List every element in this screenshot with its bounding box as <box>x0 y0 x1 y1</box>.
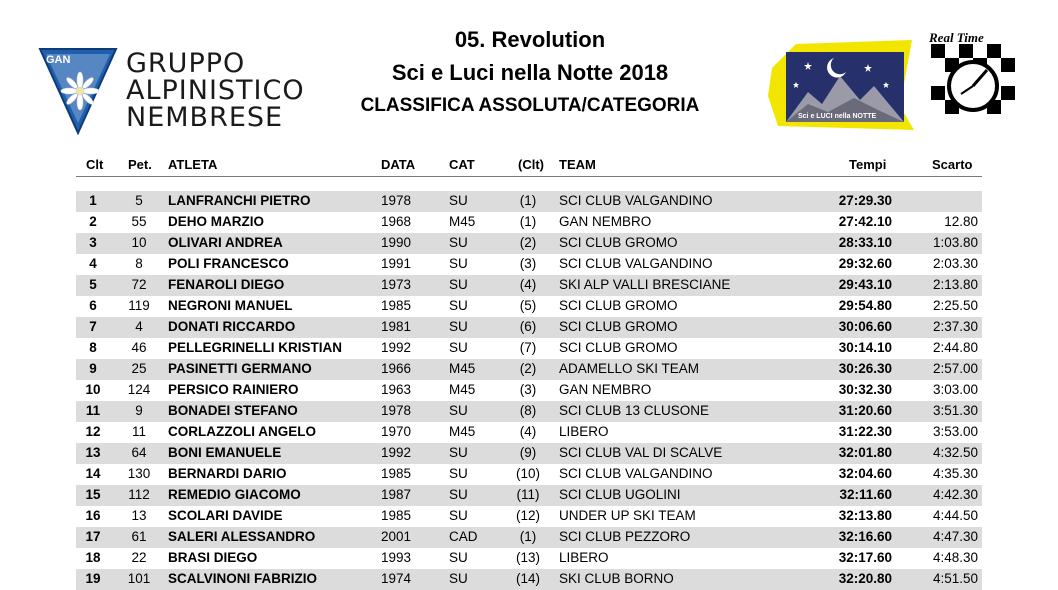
bib-cell: 8 <box>135 256 143 271</box>
athlete-cell: BRASI DIEGO <box>168 550 258 565</box>
athlete-cell: DONATI RICCARDO <box>168 319 296 334</box>
ranking-title: CLASSIFICA ASSOLUTA/CATEGORIA <box>360 95 700 116</box>
bib-cell: 13 <box>131 508 147 523</box>
category-rank-cell: (11) <box>516 487 540 502</box>
category-rank-cell: (1) <box>519 214 537 229</box>
gap-cell: 2:44.80 <box>932 340 978 355</box>
team-cell: SCI CLUB GROMO <box>559 319 678 334</box>
bib-cell: 55 <box>131 214 147 229</box>
club-name <box>126 50 305 131</box>
athlete-cell: DEHO MARZIO <box>168 214 264 229</box>
bib-cell: 61 <box>131 529 147 544</box>
gap-cell: 2:37.30 <box>932 319 978 334</box>
col-tempi: Tempi <box>849 157 887 172</box>
athlete-cell: SCALVINONI FABRIZIO <box>168 571 318 586</box>
time-cell: 32:17.60 <box>838 550 892 565</box>
birth-year-cell: 1985 <box>381 508 412 523</box>
birth-year-cell: 1978 <box>381 193 412 208</box>
rank-cell: 19 <box>85 571 101 586</box>
time-cell: 31:22.30 <box>838 424 892 439</box>
birth-year-cell: 1963 <box>381 382 412 397</box>
birth-year-cell: 1978 <box>381 403 412 418</box>
category-cell: CAD <box>449 529 478 544</box>
category-rank-cell: (4) <box>519 424 537 439</box>
category-rank-cell: (7) <box>519 340 537 355</box>
rank-cell: 5 <box>89 277 97 292</box>
category-cell: SU <box>449 571 468 586</box>
category-cell: SU <box>449 340 468 355</box>
table-row <box>76 191 982 212</box>
bib-cell: 124 <box>127 382 151 397</box>
athlete-cell: SALERI ALESSANDRO <box>168 529 316 544</box>
team-cell: GAN NEMBRO <box>559 214 652 229</box>
category-cell: SU <box>449 466 468 481</box>
bib-cell: 25 <box>131 361 147 376</box>
gap-cell: 4:35.30 <box>932 466 978 481</box>
athlete-cell: BONI EMANUELE <box>168 445 282 460</box>
team-cell: LIBERO <box>559 550 609 565</box>
gap-cell: 4:48.30 <box>932 550 978 565</box>
rank-cell: 6 <box>89 298 97 313</box>
gap-cell: 2:13.80 <box>932 277 978 292</box>
time-cell: 29:54.80 <box>838 298 892 313</box>
time-cell: 27:29.30 <box>838 193 892 208</box>
table-row <box>76 275 982 296</box>
gan-logo-label: GAN <box>46 54 71 66</box>
time-cell: 32:13.80 <box>838 508 892 523</box>
team-cell: SCI CLUB VALGANDINO <box>559 193 713 208</box>
rank-cell: 10 <box>85 382 101 397</box>
time-cell: 28:33.10 <box>838 235 892 250</box>
time-cell: 30:32.30 <box>838 382 892 397</box>
athlete-cell: SCOLARI DAVIDE <box>168 508 283 523</box>
rank-cell: 17 <box>85 529 101 544</box>
team-cell: SCI CLUB 13 CLUSONE <box>559 403 710 418</box>
team-cell: SCI CLUB PEZZORO <box>559 529 691 544</box>
real-time-logo-icon <box>925 30 1025 132</box>
rank-cell: 14 <box>85 466 101 481</box>
rank-cell: 4 <box>89 256 97 271</box>
birth-year-cell: 1990 <box>381 235 412 250</box>
team-cell: SCI CLUB VALGANDINO <box>559 466 713 481</box>
gap-cell: 3:53.00 <box>932 424 978 439</box>
gap-cell: 4:51.50 <box>932 571 978 586</box>
category-rank-cell: (9) <box>519 445 537 460</box>
time-cell: 32:04.60 <box>838 466 892 481</box>
table-row <box>76 212 982 233</box>
club-name-line-2: ALPINISTICO <box>126 75 305 106</box>
category-rank-cell: (6) <box>519 319 537 334</box>
athlete-cell: POLI FRANCESCO <box>168 256 289 271</box>
team-cell: SCI CLUB UGOLINI <box>559 487 681 502</box>
gap-cell: 2:25.50 <box>932 298 978 313</box>
category-rank-cell: (8) <box>519 403 537 418</box>
athlete-cell: PASINETTI GERMANO <box>168 361 312 376</box>
category-rank-cell: (1) <box>519 529 537 544</box>
real-time-logo-label: Real Time <box>929 30 984 45</box>
col-team: TEAM <box>559 157 596 172</box>
athlete-cell: PELLEGRINELLI KRISTIAN <box>168 340 343 355</box>
time-cell: 32:16.60 <box>838 529 892 544</box>
rank-cell: 12 <box>85 424 101 439</box>
table-row <box>76 401 982 422</box>
team-cell: SKI ALP VALLI BRESCIANE <box>559 277 731 292</box>
birth-year-cell: 1985 <box>381 466 412 481</box>
event-subtitle: Sci e Luci nella Notte 2018 <box>391 60 669 85</box>
bib-cell: 119 <box>128 298 150 313</box>
birth-year-cell: 1968 <box>381 214 412 229</box>
rank-cell: 2 <box>89 214 97 229</box>
category-rank-cell: (2) <box>519 361 537 376</box>
club-name-line-1: GRUPPO <box>126 48 246 79</box>
time-cell: 32:01.80 <box>838 445 892 460</box>
athlete-cell: PERSICO RAINIERO <box>168 382 299 397</box>
category-cell: SU <box>449 445 468 460</box>
results-table <box>76 191 982 590</box>
bib-cell: 64 <box>131 445 147 460</box>
time-cell: 32:20.80 <box>838 571 892 586</box>
rank-cell: 8 <box>89 340 97 355</box>
rank-cell: 11 <box>85 403 101 418</box>
gap-cell: 1:03.80 <box>932 235 978 250</box>
bib-cell: 101 <box>127 571 151 586</box>
category-rank-cell: (3) <box>519 256 537 271</box>
time-cell: 32:11.60 <box>839 487 892 502</box>
birth-year-cell: 1991 <box>381 256 412 271</box>
athlete-cell: NEGRONI MANUEL <box>168 298 293 313</box>
bib-cell: 22 <box>131 550 147 565</box>
bib-cell: 112 <box>128 487 150 502</box>
rank-cell: 13 <box>85 445 101 460</box>
table-row <box>76 317 982 338</box>
table-row <box>76 296 982 317</box>
athlete-cell: FENAROLI DIEGO <box>168 277 285 292</box>
table-row <box>76 359 982 380</box>
category-rank-cell: (5) <box>519 298 537 313</box>
birth-year-cell: 1966 <box>381 361 412 376</box>
team-cell: SCI CLUB GROMO <box>559 235 678 250</box>
table-row <box>76 422 982 443</box>
category-cell: SU <box>449 193 468 208</box>
category-cell: M45 <box>449 214 476 229</box>
category-cell: SU <box>449 235 468 250</box>
bib-cell: 130 <box>127 466 151 481</box>
table-row <box>76 443 982 464</box>
gap-cell: 12.80 <box>944 214 978 229</box>
rank-cell: 15 <box>85 487 101 502</box>
athlete-cell: BERNARDI DARIO <box>168 466 287 481</box>
category-cell: SU <box>449 319 468 334</box>
event-title: 05. Revolution <box>454 27 606 52</box>
col-data: DATA <box>381 157 416 172</box>
category-rank-cell: (10) <box>515 466 540 481</box>
birth-year-cell: 1973 <box>381 277 412 292</box>
table-row <box>76 254 982 275</box>
team-cell: SCI CLUB GROMO <box>559 298 678 313</box>
category-rank-cell: (1) <box>519 193 537 208</box>
bib-cell: 9 <box>135 403 143 418</box>
category-cell: SU <box>449 277 468 292</box>
title-block <box>330 26 730 120</box>
table-row <box>76 506 982 527</box>
team-cell: GAN NEMBRO <box>559 382 652 397</box>
bib-cell: 72 <box>131 277 147 292</box>
birth-year-cell: 2001 <box>381 529 412 544</box>
club-name-line-3: NEMBRESE <box>126 102 284 133</box>
team-cell: ADAMELLO SKI TEAM <box>559 361 700 376</box>
rank-cell: 18 <box>85 550 101 565</box>
athlete-cell: BONADEI STEFANO <box>168 403 298 418</box>
team-cell: SKI CLUB BORNO <box>559 571 674 586</box>
gap-cell: 2:03.30 <box>932 256 978 271</box>
category-rank-cell: (2) <box>519 235 537 250</box>
col-scarto: Scarto <box>932 157 973 172</box>
bib-cell: 10 <box>131 235 147 250</box>
table-row <box>76 485 982 506</box>
birth-year-cell: 1992 <box>381 340 412 355</box>
athlete-cell: REMEDIO GIACOMO <box>168 487 301 502</box>
rank-cell: 1 <box>89 193 97 208</box>
birth-year-cell: 1992 <box>381 445 412 460</box>
athlete-cell: LANFRANCHI PIETRO <box>168 193 311 208</box>
time-cell: 30:14.10 <box>838 340 892 355</box>
table-row <box>76 527 982 548</box>
col-atleta: ATLETA <box>168 157 218 172</box>
bib-cell: 11 <box>131 424 146 439</box>
athlete-cell: OLIVARI ANDREA <box>168 235 283 250</box>
category-cell: SU <box>449 487 468 502</box>
col-cat: CAT <box>449 157 475 172</box>
birth-year-cell: 1981 <box>381 319 412 334</box>
category-rank-cell: (13) <box>515 550 540 565</box>
team-cell: UNDER UP SKI TEAM <box>559 508 696 523</box>
sci-luci-logo-label: Sci e LUCI nella NOTTE <box>798 113 877 120</box>
rank-cell: 9 <box>89 361 97 376</box>
table-row <box>76 338 982 359</box>
sci-luci-logo-icon <box>768 38 918 132</box>
team-cell: SCI CLUB VALGANDINO <box>559 256 713 271</box>
table-row <box>76 548 982 569</box>
gap-cell: 4:47.30 <box>932 529 978 544</box>
gap-cell: 4:42.30 <box>932 487 978 502</box>
athlete-cell: CORLAZZOLI ANGELO <box>168 424 316 439</box>
category-cell: SU <box>449 256 468 271</box>
gap-cell: 2:57.00 <box>932 361 978 376</box>
time-cell: 30:06.60 <box>838 319 892 334</box>
bib-cell: 5 <box>135 193 143 208</box>
gap-cell: 3:03.00 <box>932 382 978 397</box>
table-row <box>76 233 982 254</box>
gap-cell: 4:44.50 <box>932 508 978 523</box>
rank-cell: 7 <box>89 319 97 334</box>
team-cell: SCI CLUB GROMO <box>559 340 678 355</box>
col-pos-cat: (Clt) <box>518 157 544 172</box>
time-cell: 31:20.60 <box>838 403 892 418</box>
category-cell: M45 <box>449 424 476 439</box>
birth-year-cell: 1985 <box>381 298 412 313</box>
table-row <box>76 380 982 401</box>
gap-cell: 3:51.30 <box>932 403 978 418</box>
birth-year-cell: 1974 <box>381 571 412 586</box>
category-rank-cell: (3) <box>519 382 537 397</box>
col-pet: Pet. <box>128 157 152 172</box>
bib-cell: 46 <box>131 340 147 355</box>
birth-year-cell: 1970 <box>381 424 412 439</box>
category-cell: SU <box>449 508 468 523</box>
category-cell: M45 <box>449 361 476 376</box>
bib-cell: 4 <box>135 319 143 334</box>
category-cell: SU <box>449 298 468 313</box>
gan-logo-icon <box>38 45 118 135</box>
page-header <box>0 0 1058 150</box>
team-cell: LIBERO <box>559 424 609 439</box>
category-rank-cell: (4) <box>519 277 537 292</box>
header-divider <box>76 176 982 177</box>
time-cell: 29:32.60 <box>838 256 892 271</box>
birth-year-cell: 1987 <box>381 487 412 502</box>
col-clt: Clt <box>86 157 104 172</box>
table-header <box>76 155 982 175</box>
table-row <box>76 464 982 485</box>
time-cell: 30:26.30 <box>838 361 892 376</box>
team-cell: SCI CLUB VAL DI SCALVE <box>559 445 723 460</box>
rank-cell: 16 <box>85 508 101 523</box>
category-rank-cell: (14) <box>515 571 540 586</box>
time-cell: 29:43.10 <box>838 277 892 292</box>
category-rank-cell: (12) <box>515 508 540 523</box>
gap-cell: 4:32.50 <box>932 445 978 460</box>
category-cell: M45 <box>449 382 476 397</box>
birth-year-cell: 1993 <box>381 550 412 565</box>
rank-cell: 3 <box>89 235 97 250</box>
category-cell: SU <box>449 403 468 418</box>
category-cell: SU <box>449 550 468 565</box>
time-cell: 27:42.10 <box>838 214 892 229</box>
